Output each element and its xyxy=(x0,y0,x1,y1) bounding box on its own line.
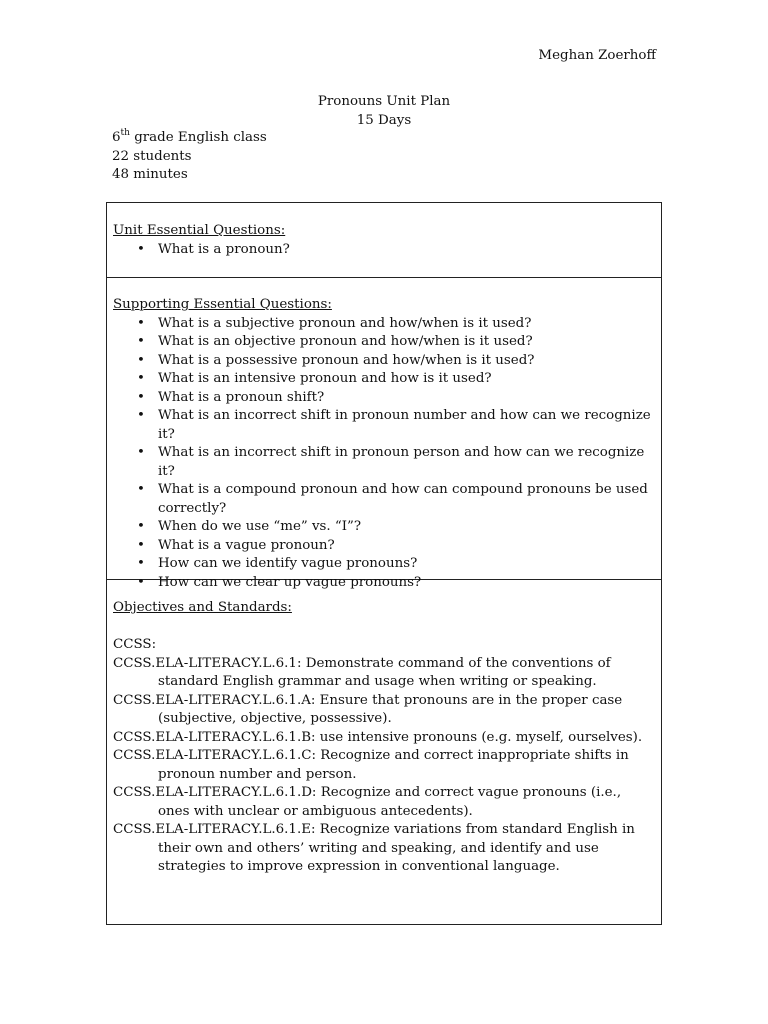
question-item xyxy=(113,333,655,352)
question-item xyxy=(113,407,655,444)
standard-item: CCSS.ELA-LITERACY.L.6.1.B: use intensive pronouns (e.g. myself, ourselves). xyxy=(113,729,643,745)
unit-duration: 15 Days xyxy=(356,112,412,128)
question-text: When do we use “me” vs. “I”? xyxy=(158,519,362,534)
objectives-heading: Objectives and Standards: xyxy=(113,600,292,615)
bullet-icon: • xyxy=(137,482,145,497)
question-text: What is a possessive pronoun and how/when is it used? xyxy=(158,352,535,368)
class-info xyxy=(112,129,267,185)
question-item xyxy=(113,555,655,574)
bullet-icon: • xyxy=(137,334,145,349)
supporting-questions-list xyxy=(113,315,655,593)
question-text: What is a pronoun? xyxy=(158,241,290,257)
bullet-icon: • xyxy=(137,352,145,368)
question-item xyxy=(113,315,655,334)
grade-text: grade English class xyxy=(129,130,267,145)
bullet-icon: • xyxy=(137,445,145,460)
unit-questions-list xyxy=(113,241,655,260)
unit-questions-cell xyxy=(107,203,661,278)
supporting-questions-heading: Supporting Essential Questions: xyxy=(113,297,332,312)
spacer-line xyxy=(113,618,655,637)
question-item xyxy=(113,518,655,537)
question-text: What is an objective pronoun and how/when is it used? xyxy=(158,334,533,349)
grade-suffix: th xyxy=(120,127,130,138)
unit-plan-table xyxy=(106,202,662,925)
question-text: What is a pronoun shift? xyxy=(158,389,325,405)
student-count: 22 students xyxy=(112,148,192,164)
standards-list xyxy=(113,655,655,877)
question-item xyxy=(113,241,655,260)
question-text: What is an incorrect shift in pronoun person and how can we recognize it? xyxy=(158,445,645,479)
bullet-icon: • xyxy=(137,371,145,386)
question-text: How can we clear up vague pronouns? xyxy=(158,574,422,590)
question-item xyxy=(113,370,655,389)
unit-questions-content xyxy=(113,222,655,259)
grade-number: 6 xyxy=(112,130,121,145)
question-item xyxy=(113,444,655,481)
title-block xyxy=(0,93,768,130)
supporting-questions-content xyxy=(113,296,655,592)
objectives-content xyxy=(113,599,655,877)
bullet-icon: • xyxy=(137,408,145,423)
bullet-icon: • xyxy=(137,389,145,405)
bullet-icon: • xyxy=(137,556,145,571)
question-text: What is an intensive pronoun and how is it used? xyxy=(158,371,492,386)
document-title: Pronouns Unit Plan xyxy=(317,94,451,109)
question-text: What is a compound pronoun and how can compound pronouns be used correctly? xyxy=(158,482,648,516)
bullet-icon: • xyxy=(137,574,145,590)
question-text: How can we identify vague pronouns? xyxy=(158,556,418,571)
bullet-icon: • xyxy=(137,241,145,257)
question-text: What is a subjective pronoun and how/when is it used? xyxy=(158,315,532,331)
class-length: 48 minutes xyxy=(112,167,188,182)
question-item xyxy=(113,389,655,408)
supporting-questions-cell xyxy=(107,278,661,590)
standard-item: CCSS.ELA-LITERACY.L.6.1.E: Recognize variations from standard English in their own and others’ writing and speaking, and identify and use strategies to improve expression in conventional language. xyxy=(113,822,635,874)
objectives-cell xyxy=(107,580,661,924)
author-name: Meghan Zoerhoff xyxy=(538,48,656,63)
grade-line xyxy=(112,129,267,148)
unit-questions-heading: Unit Essential Questions: xyxy=(113,223,286,238)
bullet-icon: • xyxy=(137,519,145,534)
standard-item: CCSS.ELA-LITERACY.L.6.1.D: Recognize and correct vague pronouns (i.e., ones with unclear or ambiguous antecedents). xyxy=(113,785,622,819)
question-text: What is a vague pronoun? xyxy=(158,537,335,553)
ccss-label: CCSS: xyxy=(113,637,157,652)
bullet-icon: • xyxy=(137,537,145,553)
question-item xyxy=(113,352,655,371)
standard-item: CCSS.ELA-LITERACY.L.6.1.C: Recognize and correct inappropriate shifts in pronoun number and person. xyxy=(113,748,629,782)
bullet-icon: • xyxy=(137,315,145,331)
question-item xyxy=(113,481,655,518)
standard-item: CCSS.ELA-LITERACY.L.6.1: Demonstrate command of the conventions of standard English grammar and usage when writing or speaking. xyxy=(113,655,611,689)
question-text: What is an incorrect shift in pronoun number and how can we recognize it? xyxy=(158,408,651,442)
question-item xyxy=(113,537,655,556)
standard-item: CCSS.ELA-LITERACY.L.6.1.A: Ensure that pronouns are in the proper case (subjective, objective, possessive). xyxy=(113,692,623,726)
